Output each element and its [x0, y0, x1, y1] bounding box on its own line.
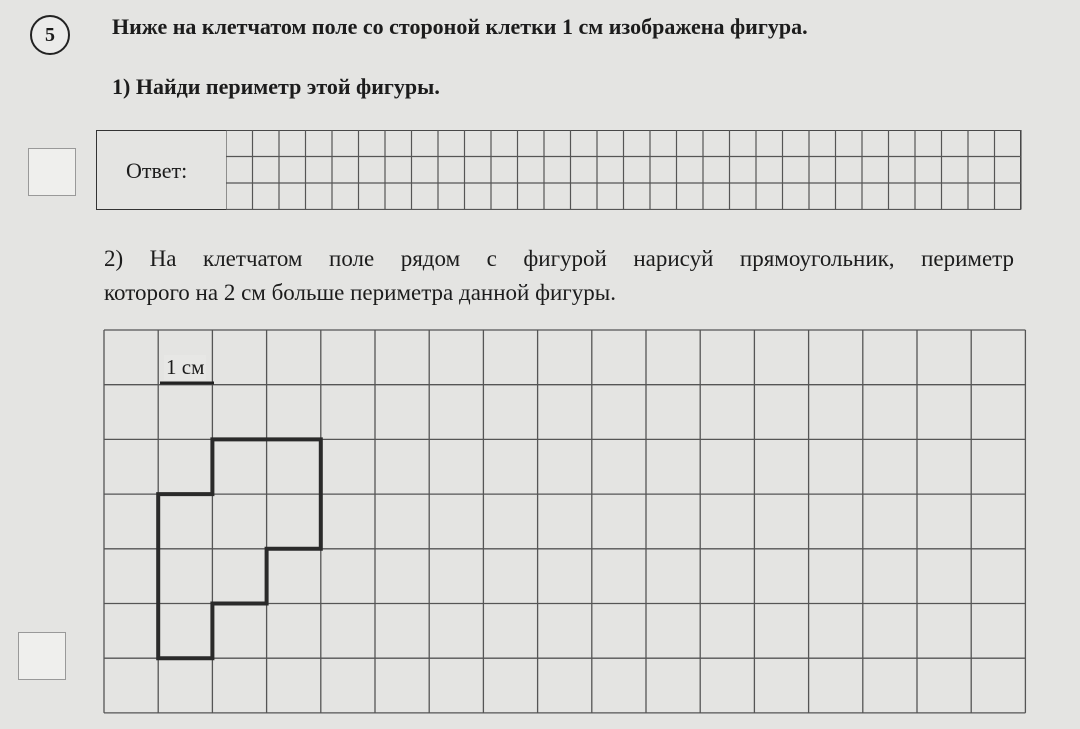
task-title: Ниже на клетчатом поле со стороной клетки 1 см изображена фигура.	[112, 14, 808, 39]
scale-label: 1 см	[166, 355, 205, 379]
question-2-line-1: 2) На клетчатом поле рядом с фигурой нарисуй прямоугольник, периметр	[104, 246, 1014, 271]
task-number: 5	[45, 23, 55, 46]
question-2-line-2: которого на 2 см больше периметра данной фигуры.	[104, 280, 616, 305]
question-1: 1) Найди периметр этой фигуры.	[112, 74, 440, 99]
answer-label: Ответ:	[126, 158, 188, 183]
